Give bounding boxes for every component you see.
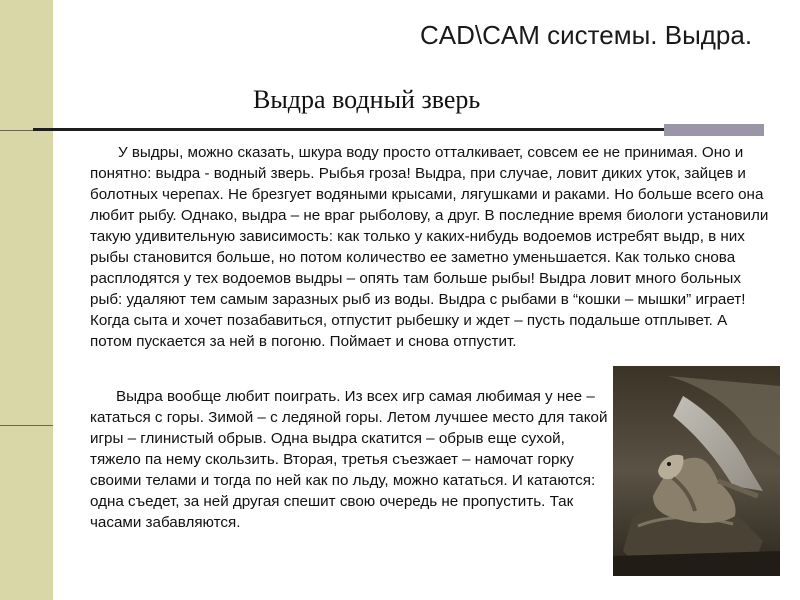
paragraph-1: У выдры, можно сказать, шкура воду просто отталкивает, совсем ее не принимая. Оно и понятно: выдра - водный зверь. Рыбья гроза! Выдра, при случае, ловит диких уток, зайцев и болотных черепах. Не брезгует водяными крысами, лягушками и раками. Но больше всего она любит рыбу. Однако, выдра – не враг рыболову, а друг. В последние время биологи установили такую удивительную зависимость: как только у каких-нибудь водоемов истребят выдр, в них рыбы становится больше, но потом количество ее заметно уменьшается. Как только снова расплодятся у тех водоемов выдры – опять там больше рыбы! Выдра ловит много больных рыб: удаляют тем самым заразных рыб из воды. Выдра с рыбами в “кошки – мышки” играет! Когда сыта и хочет позабавиться, отпустит рыбешку и ждет – пусть подальше отплывет. А потом пускается за ней в погоню. Поймает и снова отпустит. — [90, 144, 769, 350]
sidebar-divider-bottom — [0, 425, 53, 426]
left-sidebar-band — [0, 0, 53, 600]
otter-photo — [613, 366, 780, 576]
slide-title: Выдра водный зверь — [253, 85, 481, 114]
body-text-top — [90, 142, 770, 352]
header-title: CAD\CAM системы. Выдра. — [420, 20, 753, 50]
title-divider — [33, 128, 760, 131]
paragraph-2: Выдра вообще любит поиграть. Из всех игр самая любимая у нее – кататься с горы. Зимой – с ледяной горы. Летом лучшее место для такой игры – глинистый обрыв. Одна выдра скатится – обрыв еще сухой, тяжело па нему скользить. Вторая, третья съезжает – намочат горку своими телами и тогда по ней как по льду, можно кататься. И катаются: одна съедет, за ней другая спешит свою очередь не пропустить. Так часами забавляются. — [90, 388, 608, 531]
divider-accent-block — [664, 124, 764, 136]
body-text-bottom — [90, 386, 610, 533]
